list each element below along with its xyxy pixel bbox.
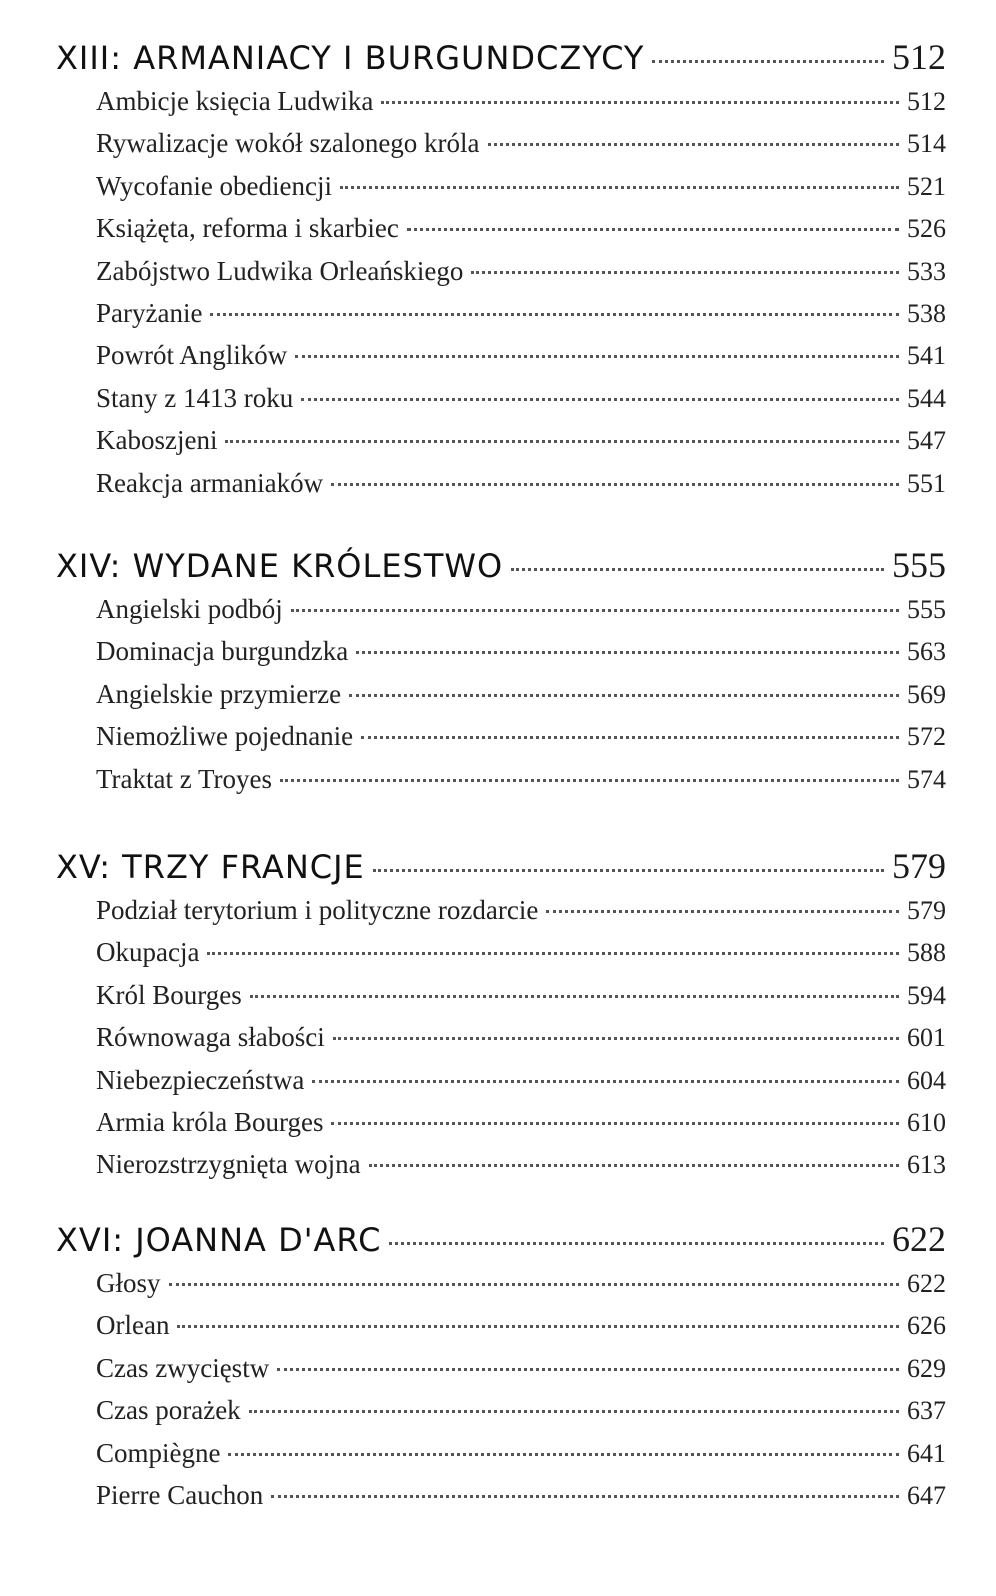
chapter-xv — [56, 845, 946, 1192]
section-entry[interactable] — [96, 1065, 946, 1107]
section-page-number: 514 — [907, 129, 946, 159]
section-page-number: 622 — [907, 1269, 946, 1298]
section-title: Pierre Cauchon — [96, 1479, 264, 1510]
dot-leader — [271, 1495, 899, 1498]
dot-leader — [249, 1410, 899, 1413]
chapter-heading[interactable] — [56, 845, 946, 895]
section-entry[interactable] — [96, 1107, 946, 1149]
section-page-number: 647 — [907, 1480, 946, 1510]
section-entry[interactable] — [96, 340, 946, 382]
dot-leader — [331, 1122, 899, 1125]
chapter-title: XV: TRZY FRANCJE — [56, 848, 365, 886]
section-page-number: 512 — [907, 87, 946, 116]
section-entry[interactable] — [96, 937, 946, 979]
section-entry[interactable] — [96, 679, 946, 721]
section-page-number: 594 — [907, 980, 946, 1010]
section-entry[interactable] — [96, 213, 946, 255]
section-entry[interactable] — [96, 128, 946, 170]
section-page-number: 610 — [907, 1107, 946, 1137]
dot-leader — [356, 651, 899, 654]
section-page-number: 604 — [907, 1065, 946, 1095]
chapter-title: XIV: WYDANE KRÓLESTWO — [56, 547, 504, 585]
section-entry[interactable] — [96, 468, 946, 510]
dot-leader — [333, 1037, 899, 1040]
section-title: Niebezpieczeństwa — [96, 1064, 305, 1095]
section-page-number: 588 — [907, 938, 946, 968]
section-page-number: 538 — [907, 298, 946, 328]
section-title: Angielski podbój — [96, 594, 283, 624]
section-entry[interactable] — [96, 1353, 946, 1395]
dot-leader — [169, 1283, 899, 1286]
section-title: Głosy — [96, 1268, 161, 1298]
section-title: Równowaga słabości — [96, 1022, 325, 1053]
dot-leader — [361, 736, 899, 739]
section-entry[interactable] — [96, 171, 946, 213]
section-title: Armia króla Bourges — [96, 1106, 324, 1137]
section-page-number: 579 — [907, 896, 946, 925]
section-entry[interactable] — [96, 298, 946, 340]
section-title: Powrót Anglików — [96, 340, 288, 371]
chapter-heading[interactable] — [56, 1218, 946, 1268]
chapter-xvi — [56, 1218, 946, 1522]
dot-leader — [228, 1453, 899, 1456]
dot-leader — [291, 609, 899, 612]
section-title: Reakcja armaniaków — [96, 467, 324, 498]
section-entry[interactable] — [96, 1310, 946, 1352]
section-page-number: 641 — [907, 1438, 946, 1468]
dot-leader — [546, 910, 899, 913]
dot-leader — [207, 952, 899, 955]
dot-leader — [301, 398, 899, 401]
dot-leader — [373, 869, 884, 872]
section-title: Stany z 1413 roku — [96, 382, 294, 413]
chapter-page-number: 579 — [892, 846, 946, 886]
dot-leader — [295, 355, 899, 358]
section-page-number: 626 — [907, 1311, 946, 1341]
section-title: Orlean — [96, 1310, 170, 1341]
section-title: Książęta, reforma i skarbiec — [96, 213, 399, 244]
dot-leader — [177, 1325, 899, 1328]
section-page-number: 526 — [907, 214, 946, 244]
section-entry[interactable] — [96, 86, 946, 128]
section-page-number: 572 — [907, 722, 946, 752]
section-title: Nierozstrzygnięta wojna — [96, 1149, 361, 1180]
section-entry[interactable] — [96, 1395, 946, 1437]
dot-leader — [340, 186, 899, 189]
section-page-number: 637 — [907, 1396, 946, 1426]
section-page-number: 574 — [907, 764, 946, 794]
chapter-page-number: 622 — [892, 1219, 946, 1259]
section-page-number: 533 — [907, 256, 946, 286]
section-title: Kaboszjeni — [96, 425, 218, 456]
dot-leader — [471, 271, 899, 274]
section-list — [96, 594, 946, 806]
section-entry[interactable] — [96, 721, 946, 763]
section-entry[interactable] — [96, 1438, 946, 1480]
dot-leader — [511, 568, 884, 571]
section-page-number: 563 — [907, 637, 946, 667]
section-entry[interactable] — [96, 1480, 946, 1522]
section-entry[interactable] — [96, 895, 946, 937]
dot-leader — [652, 60, 884, 63]
section-entry[interactable] — [96, 1268, 946, 1310]
section-title: Podział terytorium i polityczne rozdarcie — [96, 895, 539, 925]
dot-leader — [349, 694, 899, 697]
dot-leader — [389, 1242, 884, 1245]
dot-leader — [312, 1080, 899, 1083]
chapter-title: XIII: ARMANIACY I BURGUNDCZYCY — [56, 39, 645, 77]
section-page-number: 555 — [907, 595, 946, 624]
section-title: Niemożliwe pojednanie — [96, 721, 354, 752]
section-title: Angielskie przymierze — [96, 678, 342, 709]
section-title: Ambicje księcia Ludwika — [96, 86, 374, 116]
dot-leader — [381, 101, 899, 104]
section-title: Rywalizacje wokół szalonego króla — [96, 128, 480, 159]
section-title: Okupacja — [96, 937, 200, 968]
section-page-number: 544 — [907, 383, 946, 413]
chapter-heading[interactable] — [56, 36, 946, 86]
section-entry[interactable] — [96, 594, 946, 636]
section-entry[interactable] — [96, 383, 946, 425]
section-page-number: 613 — [907, 1150, 946, 1180]
dot-leader — [225, 440, 899, 443]
section-list — [96, 895, 946, 1192]
dot-leader — [280, 779, 899, 782]
dot-leader — [250, 995, 899, 998]
chapter-xiii — [56, 36, 946, 510]
dot-leader — [210, 313, 899, 316]
section-page-number: 551 — [907, 468, 946, 498]
section-page-number: 601 — [907, 1023, 946, 1053]
section-title: Czas zwycięstw — [96, 1352, 270, 1383]
dot-leader — [331, 483, 899, 486]
section-title: Paryżanie — [96, 297, 203, 328]
section-title: Wycofanie obediencji — [96, 170, 333, 201]
dot-leader — [488, 143, 899, 146]
section-list — [96, 1268, 946, 1522]
dot-leader — [407, 228, 899, 231]
section-title: Czas porażek — [96, 1395, 241, 1426]
section-page-number: 521 — [907, 171, 946, 201]
section-entry[interactable] — [96, 256, 946, 298]
chapter-page-number: 512 — [892, 37, 946, 77]
dot-leader — [277, 1368, 899, 1371]
section-entry[interactable] — [96, 636, 946, 678]
section-title: Dominacja burgundzka — [96, 636, 349, 667]
section-page-number: 547 — [907, 426, 946, 456]
section-entry[interactable] — [96, 1149, 946, 1191]
section-title: Traktat z Troyes — [96, 763, 273, 794]
chapter-heading[interactable] — [56, 544, 946, 594]
section-title: Zabójstwo Ludwika Orleańskiego — [96, 255, 464, 286]
chapter-xiv — [56, 544, 946, 806]
section-entry[interactable] — [96, 425, 946, 467]
section-entry[interactable] — [96, 1022, 946, 1064]
section-title: Król Bourges — [96, 979, 242, 1010]
section-page-number: 541 — [907, 341, 946, 371]
dot-leader — [369, 1164, 899, 1167]
chapter-title: XVI: JOANNA D'ARC — [56, 1221, 382, 1259]
chapter-page-number: 555 — [892, 545, 946, 585]
section-title: Compiègne — [96, 1437, 221, 1468]
section-page-number: 569 — [907, 679, 946, 709]
section-entry[interactable] — [96, 764, 946, 806]
section-page-number: 629 — [907, 1353, 946, 1383]
section-entry[interactable] — [96, 980, 946, 1022]
section-list — [96, 86, 946, 510]
